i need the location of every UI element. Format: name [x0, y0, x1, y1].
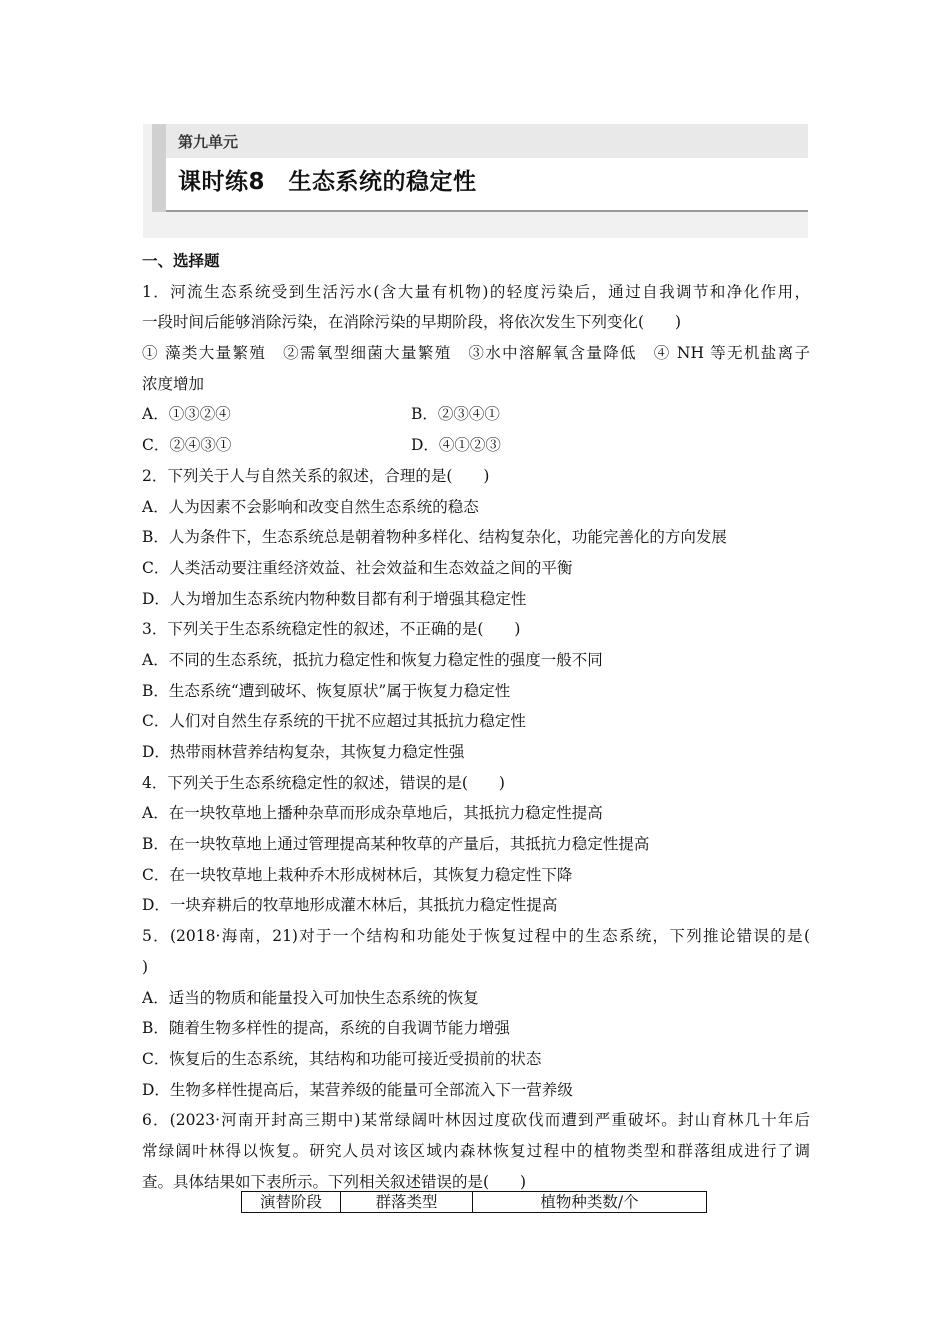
q5-option-c[interactable]: C．恢复后的生态系统，其结构和功能可接近受损前的状态 [142, 1049, 542, 1068]
q5-option-b[interactable]: B．随着生物多样性的提高，系统的自我调节能力增强 [142, 1019, 510, 1038]
q2-option-b[interactable]: B．人为条件下，生态系统总是朝着物种多样化、结构复杂化，功能完善化的方向发展 [142, 528, 727, 547]
q1-options-row [142, 399, 810, 430]
section-heading: 一、选择题 [142, 252, 220, 270]
unit-label: 第九单元 [178, 133, 239, 151]
q5-option-a[interactable]: A．适当的物质和能量投入可加快生态系统的恢复 [142, 988, 479, 1007]
q4-stem: 4．下列关于生态系统稳定性的叙述，错误的是( ) [142, 773, 505, 792]
q1-stem-line: ① 藻类大量繁殖 ②需氧型细菌大量繁殖 ③水中溶解氧含量降低 ④ NH 等无机盐离子 [142, 344, 810, 363]
q2-option-a[interactable]: A．人为因素不会影响和改变自然生态系统的稳态 [142, 497, 479, 516]
q3-option-c[interactable]: C．人们对自然生存系统的干扰不应超过其抵抗力稳定性 [142, 712, 526, 731]
header-accent-bar [152, 124, 166, 212]
table-header-cell: 植物种类数/个 [473, 1192, 707, 1213]
q6-stem-line: 查。具体结果如下表所示。下列相关叙述错误的是( ) [142, 1172, 527, 1191]
q1-stem-line: 浓度增加 [142, 374, 205, 393]
header-rule [166, 210, 808, 212]
q1-option-c[interactable]: C．②④③① [142, 436, 232, 455]
q2-option-d[interactable]: D．人为增加生态系统内物种数目都有利于增强其稳定性 [142, 589, 527, 608]
question-content [142, 246, 810, 1197]
q4-option-c[interactable]: C．在一块牧草地上栽种乔木形成树林后，其恢复力稳定性下降 [142, 865, 573, 884]
q4-option-d[interactable]: D．一块弃耕后的牧草地形成灌木林后，其抵抗力稳定性提高 [142, 896, 558, 915]
q3-stem: 3．下列关于生态系统稳定性的叙述，不正确的是( ) [142, 620, 521, 639]
q1-stem-line: 一段时间后能够消除污染，在消除污染的早期阶段，将依次发生下列变化( ) [142, 313, 682, 332]
table-header-cell: 演替阶段 [242, 1192, 341, 1213]
q4-option-a[interactable]: A．在一块牧草地上播种杂草而形成杂草地后，其抵抗力稳定性提高 [142, 804, 603, 823]
succession-table [241, 1191, 707, 1213]
q5-option-d[interactable]: D．生物多样性提高后，某营养级的能量可全部流入下一营养级 [142, 1080, 573, 1099]
q3-option-d[interactable]: D．热带雨林营养结构复杂，其恢复力稳定性强 [142, 743, 465, 761]
q1-option-a[interactable]: A．①③②④ [142, 405, 231, 424]
q5-stem-line: ) [142, 957, 149, 976]
q6-stem-line: 6．(2023·河南开封高三期中)某常绿阔叶林因过度砍伐而遭到严重破坏。封山育林几十年后 [142, 1111, 810, 1130]
q5-stem-line: 5．(2018·海南，21)对于一个结构和功能处于恢复过程中的生态系统，下列推论错误的是( [142, 927, 810, 946]
q1-options-row [142, 430, 810, 461]
table-header-row [242, 1192, 707, 1213]
q1-option-b[interactable]: B．②③④① [411, 405, 500, 424]
q2-option-c[interactable]: C．人类活动要注重经济效益、社会效益和生态效益之间的平衡 [142, 558, 573, 577]
q3-option-b[interactable]: B．生态系统“遭到破坏、恢复原状”属于恢复力稳定性 [142, 681, 511, 700]
q6-stem-line: 常绿阔叶林得以恢复。研究人员对该区域内森林恢复过程中的植物类型和群落组成进行了调 [142, 1141, 810, 1160]
unit-bar [166, 124, 808, 158]
q4-option-b[interactable]: B．在一块牧草地上通过管理提高某种牧草的产量后，其抵抗力稳定性提高 [142, 835, 650, 854]
q2-stem: 2．下列关于人与自然关系的叙述，合理的是( ) [142, 466, 490, 485]
q1-option-d[interactable]: D．④①②③ [411, 436, 501, 455]
q1-stem-line: 1．河流生态系统受到生活污水(含大量有机物)的轻度污染后，通过自我调节和净化作用， [142, 282, 810, 301]
table-header-cell: 群落类型 [341, 1192, 473, 1213]
q3-option-a[interactable]: A．不同的生态系统，抵抗力稳定性和恢复力稳定性的强度一般不同 [142, 650, 603, 669]
lesson-title: 课时练8 生态系统的稳定性 [178, 169, 477, 195]
